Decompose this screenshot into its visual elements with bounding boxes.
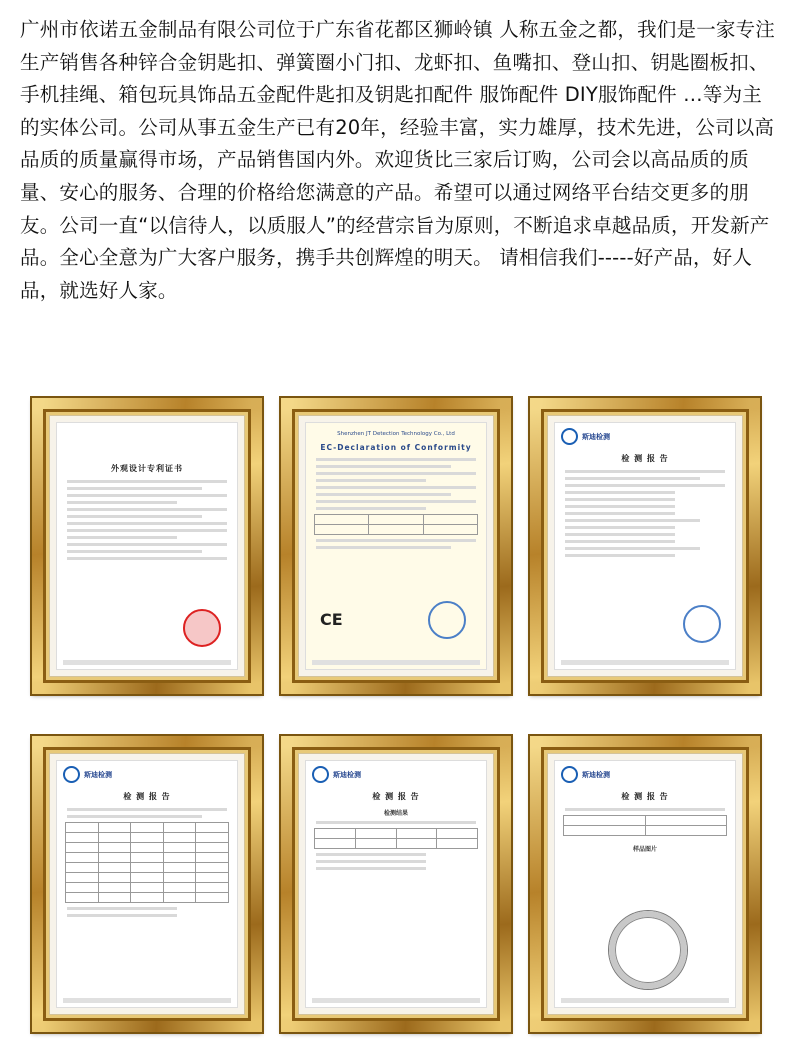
certificate-frame-ce xyxy=(281,398,511,694)
stl-seal-icon xyxy=(683,605,721,643)
report-title: 检 测 报 告 xyxy=(621,792,669,801)
lab-logo-icon xyxy=(561,766,578,783)
lab-brand: 斯迪检测 xyxy=(582,770,610,779)
certificate-frame-report-1 xyxy=(530,398,760,694)
snap-ring-icon xyxy=(609,911,687,989)
certificate-frame-patent xyxy=(32,398,262,694)
lab-logo-icon xyxy=(312,766,329,783)
lab-logo-icon xyxy=(63,766,80,783)
official-seal-icon xyxy=(183,609,221,647)
report-title: 检 测 报 告 xyxy=(621,454,669,463)
patent-title: 外观设计专利证书 xyxy=(111,464,183,473)
ce-title: EC-Declaration of Conformity xyxy=(320,443,472,452)
lab-brand: 斯迪检测 xyxy=(84,770,112,779)
ce-mark-icon: CE xyxy=(320,610,343,629)
report-title: 检 测 报 告 xyxy=(372,792,420,801)
certificate-frame-report-3 xyxy=(281,736,511,1032)
ce-lab-header: Shenzhen JT Detection Technology Co., Ltd xyxy=(337,431,455,437)
sample-photo-label: 样品图片 xyxy=(632,846,657,853)
lab-brand: 斯迪检测 xyxy=(582,432,610,441)
report-subtitle: 检测结果 xyxy=(383,810,408,817)
certificate-frame-report-2 xyxy=(32,736,262,1032)
report-title: 检 测 报 告 xyxy=(123,792,171,801)
certificate-frame-report-4 xyxy=(530,736,760,1032)
company-intro-text: 广州市依诺五金制品有限公司位于广东省花都区狮岭镇 人称五金之都，我们是一家专注生产销售各种锌合金钥匙扣、弹簧圈小门扣、龙虾扣、鱼嘴扣、登山扣、钥匙圈板扣、手机挂绳、箱包玩具饰品五金配件匙扣及钥匙扣配件 服饰配件 DIY服饰配件 …等为主的实体公司。公司从事五金生产已有20年，经验丰富，实力雄厚，技术先进，公司以高品质的质量赢得市场，产品销售国内外。欢迎货比三家后订购，公司会以高品质的质量、安心的服务、合理的价格给您满意的产品。希望可以通过网络平台结交更多的朋友。公司一直“以信待人，以质服人”的经营宗旨为原则，不断追求卓越品质，开发新产品。全心全意为广大客户服务，携手共创辉煌的明天。 请相信我们-----好产品，好人品，就选好人家。 xyxy=(20,18,775,302)
lab-brand: 斯迪检测 xyxy=(333,770,361,779)
lab-logo-icon xyxy=(561,428,578,445)
lab-seal-icon xyxy=(428,601,466,639)
